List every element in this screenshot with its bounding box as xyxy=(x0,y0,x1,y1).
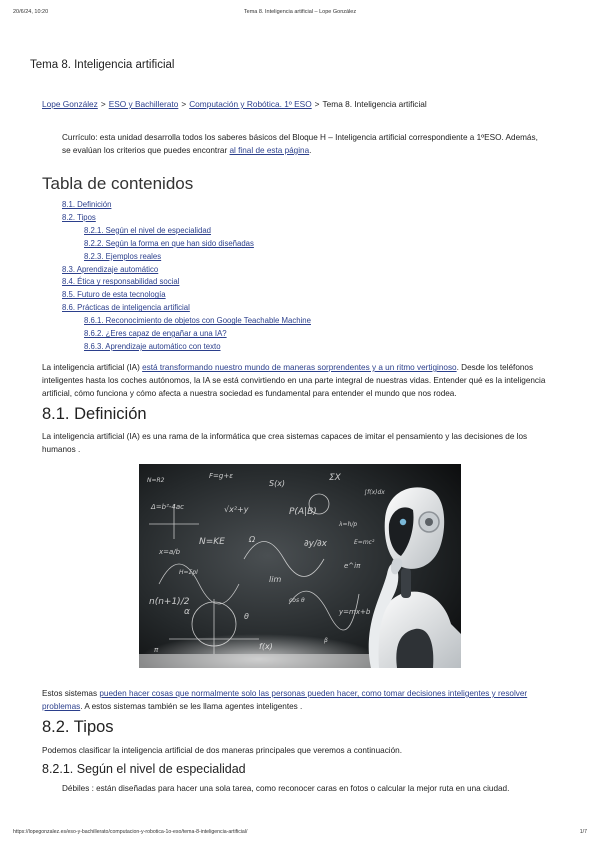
chalk-formula: Δ=b²-4ac xyxy=(151,503,185,511)
breadcrumb-course[interactable]: Computación y Robótica. 1º ESO xyxy=(189,99,312,109)
chalk-formula: cos θ xyxy=(289,597,305,604)
toc-link-8-5[interactable]: 8.5. Futuro de esta tecnología xyxy=(62,290,166,300)
toc-link-8-2[interactable]: 8.2. Tipos xyxy=(62,212,96,222)
systems-text-end: . A estos sistemas también se les llama agentes inteligentes . xyxy=(80,702,303,711)
systems-text-start: Estos sistemas xyxy=(42,689,100,698)
chalk-formula: e^iπ xyxy=(344,562,361,570)
breadcrumb-home[interactable]: Lope González xyxy=(42,99,98,109)
breadcrumb-eso[interactable]: ESO y Bachillerato xyxy=(108,99,179,109)
systems-link[interactable]: pueden hacer cosas que normalmente solo las personas pueden hacer, como tomar decisiones inteligentes y resolver problemas xyxy=(42,689,528,711)
toc-link-8-6-3[interactable]: 8.6.3. Aprendizaje automático con texto xyxy=(84,341,221,351)
chalk-formula: x=a/b xyxy=(159,548,181,556)
chalk-formula: N=R2 xyxy=(147,477,165,484)
chalk-formula: ∂y/∂x xyxy=(304,539,327,549)
chalk-formula: N=KE xyxy=(199,537,225,547)
toc-link-8-3[interactable]: 8.3. Aprendizaje automático xyxy=(62,264,159,274)
section-heading-definicion: 8.1. Definición xyxy=(42,405,147,423)
toc-link-8-4[interactable]: 8.4. Ética y responsabilidad social xyxy=(62,277,180,287)
breadcrumb-current: Tema 8. Inteligencia artificial xyxy=(322,99,427,109)
section-heading-tipos: 8.2. Tipos xyxy=(42,718,114,736)
chalk-formula: λ=h/p xyxy=(339,521,358,528)
chalk-formula: P(A|B) xyxy=(289,507,317,517)
toc-link-8-6-2[interactable]: 8.6.2. ¿Eres capaz de engañar a una IA? xyxy=(84,329,227,339)
print-page-number: 1/7 xyxy=(579,829,587,835)
table-of-contents xyxy=(0,199,311,354)
breadcrumb-separator: > xyxy=(314,99,320,109)
curriculum-note xyxy=(62,131,542,157)
chalk-formula: lim xyxy=(269,575,282,584)
tipos-paragraph: Podemos clasificar la inteligencia artificial de dos maneras principales que veremos a continuación. xyxy=(42,746,402,755)
curriculum-label: Currículo xyxy=(62,133,96,142)
chalk-formula: α xyxy=(184,607,190,617)
breadcrumb xyxy=(42,99,427,109)
chalk-formula: ∫f(x)dx xyxy=(364,489,385,496)
toc-link-8-6[interactable]: 8.6. Prácticas de inteligencia artificial xyxy=(62,303,190,313)
intro-text-start: La inteligencia artificial (IA) xyxy=(42,363,143,372)
print-doc-title: Tema 8. Inteligencia artificial – Lope González xyxy=(243,9,357,15)
toc-heading: Tabla de contenidos xyxy=(42,174,194,193)
chalk-formula: Ω xyxy=(249,535,256,544)
chalk-formula: n(n+1)/2 xyxy=(149,597,190,607)
intro-text-end: . Desde los teléfonos inteligentes hasta los coches autónomos, la IA se está convirtiendo en una parte integral de nuestras vidas. Entender qué es la inteligencia artificial, cómo funciona y cómo afecta a nuestra sociedad es fundamental para entender el mundo que nos rodea. xyxy=(42,363,546,398)
curriculum-link[interactable]: al final de esta página xyxy=(229,146,310,155)
print-url: https://lopegonzalez.es/eso-y-bachillerato/computacion-y-robotica-1o-eso/tema-8-inteligencia-artificial/ xyxy=(13,829,248,835)
chalk-formula: θ xyxy=(244,612,249,621)
toc-link-8-2-1[interactable]: 8.2.1. Según el nivel de especialidad xyxy=(84,225,212,235)
chalk-formula: S(x) xyxy=(269,479,286,488)
systems-paragraph xyxy=(42,687,562,713)
toc-link-8-2-3[interactable]: 8.2.3. Ejemplos reales xyxy=(84,251,162,261)
breadcrumb-separator: > xyxy=(181,99,187,109)
definition-paragraph: La inteligencia artificial (IA) es una rama de la informática que crea sistemas capaces de imitar el pensamiento y las decisiones de los humanos . xyxy=(42,432,528,454)
breadcrumb-separator: > xyxy=(100,99,106,109)
print-date: 20/6/24, 10:20 xyxy=(13,9,49,15)
chalk-formula: ΣX xyxy=(329,473,341,483)
curriculum-end: . xyxy=(309,146,312,155)
ai-robot-image xyxy=(139,464,461,668)
intro-link[interactable]: está transformando nuestro mundo de maneras sorprendentes y a un ritmo vertiginoso xyxy=(142,363,457,372)
toc-link-8-2-2[interactable]: 8.2.2. Según la forma en que han sido diseñadas xyxy=(84,238,254,248)
debiles-paragraph: Débiles : están diseñadas para hacer una sola tarea, como reconocer caras en fotos o calcular la mejor ruta en una ciudad. xyxy=(62,784,510,793)
chalk-formula: y=mx+b xyxy=(339,608,371,616)
toc-link-8-1[interactable]: 8.1. Definición xyxy=(62,200,112,209)
intro-paragraph xyxy=(42,361,562,400)
site-title[interactable]: Tema 8. Inteligencia artificial xyxy=(30,59,175,71)
chalk-formula: E=mc² xyxy=(354,539,375,546)
curriculum-text: : esta unidad desarrolla todos los saberes básicos del Bloque H – Inteligencia artificial correspondiente a 1ºESO. Además, se evalúan los criterios que puedes encontrar xyxy=(62,133,538,155)
chalk-formula: √x²+y xyxy=(224,505,249,514)
toc-link-8-6-1[interactable]: 8.6.1. Reconocimiento de objetos con Google Teachable Machine xyxy=(84,316,311,326)
subsection-heading-especialidad: 8.2.1. Según el nivel de especialidad xyxy=(42,762,246,776)
chalk-formula: F=g+ε xyxy=(209,472,233,480)
robot-chalkboard-illustration xyxy=(139,464,461,668)
chalk-formula: H=ΣpI xyxy=(179,569,198,576)
